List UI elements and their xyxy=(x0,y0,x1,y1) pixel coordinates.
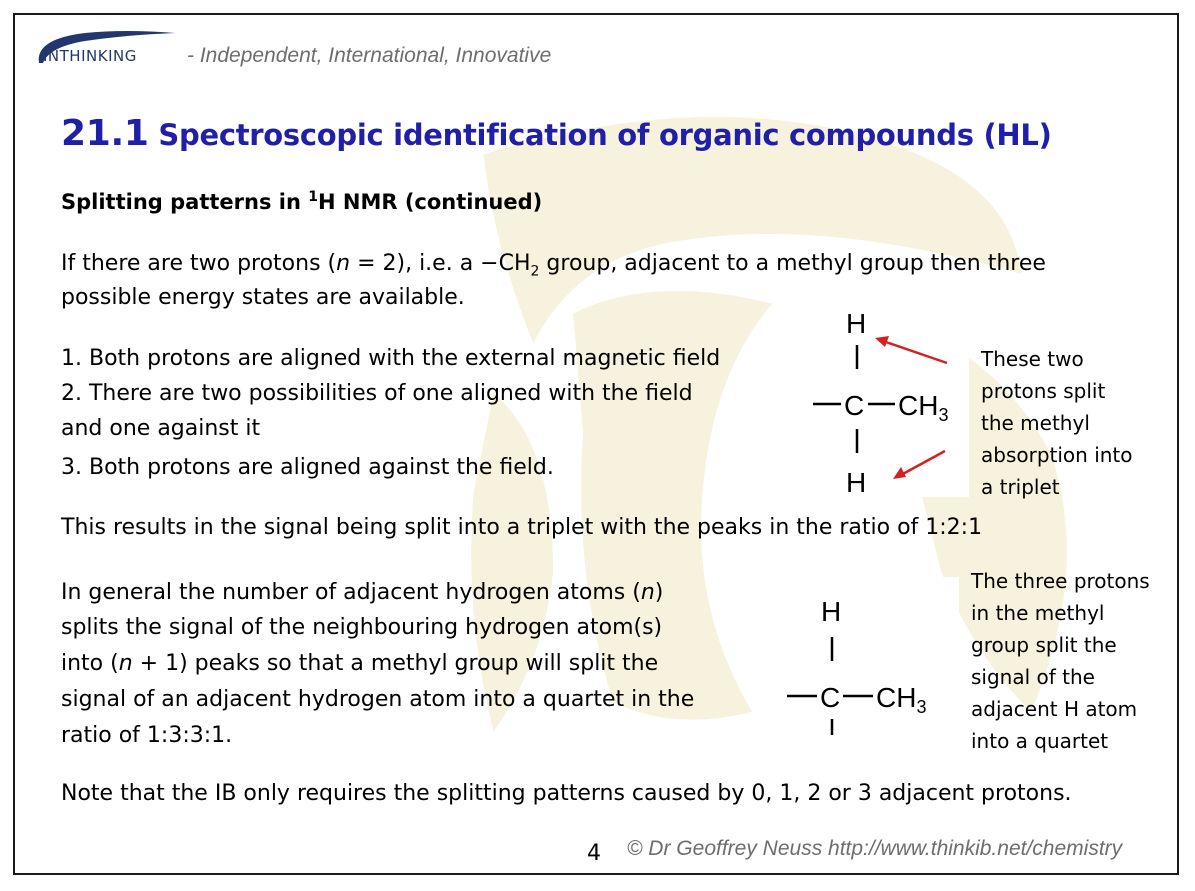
general-line-4: signal of an adjacent hydrogen atom into a quartet in the xyxy=(61,687,695,712)
intro-text: group, adjacent to a methyl group then three xyxy=(539,251,1046,276)
page-title xyxy=(61,113,1052,154)
note-line: The three protons xyxy=(971,569,1150,593)
general-text: In general the number of adjacent hydrogen atoms ( xyxy=(61,580,641,605)
note-line: a triplet xyxy=(981,475,1060,499)
subheading-before: Splitting patterns in xyxy=(61,190,309,214)
note-line: protons split xyxy=(981,379,1106,403)
result-text: This results in the signal being split into a triplet with the peaks in the ratio of 1:2:1 xyxy=(61,515,983,540)
note-line: signal of the xyxy=(971,665,1095,689)
copyright: © Dr Geoffrey Neuss http://www.thinkib.net/chemistry xyxy=(627,837,1123,860)
general-text: ) xyxy=(654,580,664,605)
h-top-atom: H xyxy=(846,308,867,339)
note-line: into a quartet xyxy=(971,729,1109,753)
general-text: + 1) peaks so that a methyl group will split the xyxy=(132,651,659,676)
final-note: Note that the IB only requires the splitting patterns caused by 0, 1, 2 or 3 adjacent protons. xyxy=(61,781,1072,806)
state-3: 3. Both protons are aligned against the field. xyxy=(61,455,554,480)
carbon-atom: C xyxy=(820,682,841,713)
note-line: adjacent H atom xyxy=(971,697,1138,721)
note-line: group split the xyxy=(971,633,1117,657)
subheading-sup: 1 xyxy=(308,189,318,205)
general-n: n xyxy=(640,580,655,605)
general-text: into ( xyxy=(61,651,119,676)
ch2-structure-diagram xyxy=(795,301,975,497)
general-line-5: ratio of 1:3:3:1. xyxy=(61,723,233,748)
diagram2-note xyxy=(971,565,1176,757)
tagline: - Independent, International, Innovative xyxy=(187,44,552,67)
intro-text: If there are two protons ( xyxy=(61,251,337,276)
subheading-after: H NMR (continued) xyxy=(317,190,543,214)
h-top-atom: H xyxy=(821,596,842,627)
ch3-structure-diagram xyxy=(769,577,959,735)
state-2: 2. There are two possibilities of one aligned with the field xyxy=(61,381,693,406)
note-line: absorption into xyxy=(981,443,1133,467)
state-2-cont: and one against it xyxy=(61,416,261,441)
note-line: in the methyl xyxy=(971,601,1105,625)
subheading xyxy=(61,189,542,214)
h-bottom-atom: H xyxy=(846,467,867,497)
title-number: 21.1 xyxy=(61,113,149,154)
note-line: These two xyxy=(981,347,1084,371)
diagram1-note xyxy=(981,343,1171,503)
title-text: Spectroscopic identification of organic compounds (HL) xyxy=(158,118,1052,152)
intro-line-2: possible energy states are available. xyxy=(61,285,465,310)
general-n: n xyxy=(118,651,133,676)
general-line-3 xyxy=(61,647,658,681)
ch3-group: $CH_3$ xyxy=(876,682,927,717)
carbon-atom: C xyxy=(844,390,865,421)
page-number: 4 xyxy=(587,841,601,866)
intro-sub: 2 xyxy=(530,263,540,280)
intro-n: n xyxy=(336,251,351,276)
general-line-1 xyxy=(61,576,663,610)
ch3-group: $CH_3$ xyxy=(898,390,949,425)
logo-text: INTHINKING xyxy=(43,47,137,65)
slide-frame xyxy=(13,13,1179,875)
note-line: the methyl xyxy=(981,411,1090,435)
intro-text: = 2), i.e. a −CH xyxy=(350,251,531,276)
state-1: 1. Both protons are aligned with the external magnetic field xyxy=(61,346,721,371)
general-line-2: splits the signal of the neighbouring hydrogen atom(s) xyxy=(61,615,663,640)
